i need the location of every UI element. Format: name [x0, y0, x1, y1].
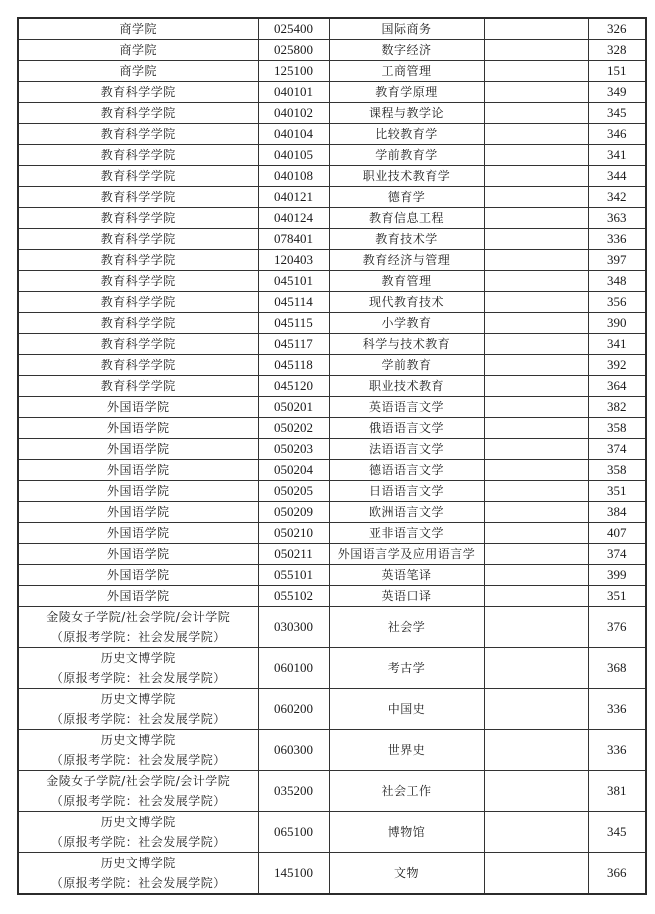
college-cell [18, 166, 258, 187]
blank-cell [484, 124, 588, 145]
table-row [18, 187, 646, 208]
score-cell: 392 [588, 355, 646, 376]
blank-cell [484, 145, 588, 166]
blank-cell [484, 187, 588, 208]
college-name: 教育科学学院 [100, 85, 176, 99]
major-code-cell: 125100 [258, 61, 329, 82]
college-cell [18, 334, 258, 355]
major-name-cell: 日语语言文学 [329, 481, 484, 502]
blank-cell [484, 292, 588, 313]
college-cell [18, 82, 258, 103]
college-name: 教育科学学院 [100, 295, 176, 309]
score-cell: 341 [588, 334, 646, 355]
table-row [18, 103, 646, 124]
table-row [18, 607, 646, 648]
major-code-cell: 045120 [258, 376, 329, 397]
major-code-cell: 025400 [258, 18, 329, 40]
major-name-cell: 俄语语言文学 [329, 418, 484, 439]
table-body [18, 18, 646, 894]
major-name-cell: 教育经济与管理 [329, 250, 484, 271]
table-row [18, 523, 646, 544]
blank-cell [484, 544, 588, 565]
table-row [18, 544, 646, 565]
major-code-cell: 040105 [258, 145, 329, 166]
college-cell [18, 61, 258, 82]
college-cell [18, 145, 258, 166]
college-cell [18, 439, 258, 460]
major-code-cell: 045101 [258, 271, 329, 292]
major-name-cell: 职业技术教育 [329, 376, 484, 397]
college-name: 外国语学院 [106, 505, 170, 519]
table-row [18, 313, 646, 334]
college-name: 外国语学院 [106, 568, 170, 582]
college-name: 外国语学院 [106, 547, 170, 561]
blank-cell [484, 481, 588, 502]
major-code-cell: 050209 [258, 502, 329, 523]
college-note: （原报考学院：社会发展学院） [50, 671, 226, 685]
major-name-cell: 小学教育 [329, 313, 484, 334]
college-cell [18, 853, 258, 895]
score-cell: 390 [588, 313, 646, 334]
college-cell [18, 481, 258, 502]
college-cell [18, 40, 258, 61]
table-row [18, 771, 646, 812]
college-name: 外国语学院 [106, 442, 170, 456]
college-cell [18, 544, 258, 565]
score-cell: 342 [588, 187, 646, 208]
college-cell [18, 124, 258, 145]
table-row [18, 166, 646, 187]
score-cell: 364 [588, 376, 646, 397]
college-cell [18, 376, 258, 397]
blank-cell [484, 853, 588, 895]
college-name: 外国语学院 [106, 421, 170, 435]
major-code-cell: 040104 [258, 124, 329, 145]
college-name: 教育科学学院 [100, 316, 176, 330]
major-code-cell: 060300 [258, 730, 329, 771]
college-cell [18, 418, 258, 439]
table-row [18, 730, 646, 771]
major-code-cell: 050201 [258, 397, 329, 418]
major-code-cell: 055102 [258, 586, 329, 607]
major-code-cell: 045117 [258, 334, 329, 355]
major-code-cell: 045114 [258, 292, 329, 313]
major-code-cell: 050211 [258, 544, 329, 565]
blank-cell [484, 166, 588, 187]
blank-cell [484, 439, 588, 460]
table-row [18, 853, 646, 895]
major-code-cell: 035200 [258, 771, 329, 812]
score-table [17, 17, 647, 895]
major-code-cell: 045118 [258, 355, 329, 376]
major-name-cell: 世界史 [329, 730, 484, 771]
table-row [18, 334, 646, 355]
college-name: 商学院 [119, 43, 157, 57]
major-name-cell: 教育学原理 [329, 82, 484, 103]
major-code-cell: 050205 [258, 481, 329, 502]
score-cell: 384 [588, 502, 646, 523]
college-name: 历史文博学院 [100, 692, 176, 706]
major-name-cell: 文物 [329, 853, 484, 895]
blank-cell [484, 771, 588, 812]
table-row [18, 355, 646, 376]
major-code-cell: 050202 [258, 418, 329, 439]
college-cell [18, 208, 258, 229]
college-note: （原报考学院：社会发展学院） [50, 876, 226, 890]
score-cell: 381 [588, 771, 646, 812]
major-name-cell: 工商管理 [329, 61, 484, 82]
table-row [18, 502, 646, 523]
college-name: 外国语学院 [106, 463, 170, 477]
score-cell: 341 [588, 145, 646, 166]
major-name-cell: 比较教育学 [329, 124, 484, 145]
table-row [18, 418, 646, 439]
score-cell: 336 [588, 730, 646, 771]
major-name-cell: 教育技术学 [329, 229, 484, 250]
major-name-cell: 现代教育技术 [329, 292, 484, 313]
major-code-cell: 120403 [258, 250, 329, 271]
college-cell [18, 187, 258, 208]
major-name-cell: 欧洲语言文学 [329, 502, 484, 523]
score-cell: 336 [588, 229, 646, 250]
major-name-cell: 德育学 [329, 187, 484, 208]
major-code-cell: 040124 [258, 208, 329, 229]
college-name: 教育科学学院 [100, 169, 176, 183]
major-name-cell: 中国史 [329, 689, 484, 730]
major-name-cell: 科学与技术教育 [329, 334, 484, 355]
blank-cell [484, 397, 588, 418]
major-name-cell: 课程与教学论 [329, 103, 484, 124]
major-code-cell: 050203 [258, 439, 329, 460]
major-code-cell: 040101 [258, 82, 329, 103]
college-name: 金陵女子学院/社会学院/会计学院 [46, 774, 231, 788]
blank-cell [484, 460, 588, 481]
blank-cell [484, 250, 588, 271]
score-cell: 366 [588, 853, 646, 895]
score-cell: 399 [588, 565, 646, 586]
blank-cell [484, 82, 588, 103]
major-name-cell: 博物馆 [329, 812, 484, 853]
major-name-cell: 法语语言文学 [329, 439, 484, 460]
major-name-cell: 学前教育学 [329, 145, 484, 166]
college-cell [18, 271, 258, 292]
blank-cell [484, 418, 588, 439]
blank-cell [484, 607, 588, 648]
college-cell [18, 355, 258, 376]
college-name: 教育科学学院 [100, 337, 176, 351]
table-row [18, 292, 646, 313]
score-cell: 363 [588, 208, 646, 229]
table-row [18, 689, 646, 730]
college-note: （原报考学院：社会发展学院） [50, 753, 226, 767]
blank-cell [484, 229, 588, 250]
blank-cell [484, 376, 588, 397]
major-code-cell: 078401 [258, 229, 329, 250]
major-name-cell: 国际商务 [329, 18, 484, 40]
score-cell: 345 [588, 103, 646, 124]
major-name-cell: 社会学 [329, 607, 484, 648]
college-cell [18, 229, 258, 250]
score-cell: 336 [588, 689, 646, 730]
table-row [18, 648, 646, 689]
college-cell [18, 812, 258, 853]
table-row [18, 481, 646, 502]
score-cell: 374 [588, 544, 646, 565]
table-row [18, 82, 646, 103]
table-row [18, 397, 646, 418]
major-code-cell: 045115 [258, 313, 329, 334]
major-name-cell: 教育管理 [329, 271, 484, 292]
blank-cell [484, 313, 588, 334]
score-cell: 368 [588, 648, 646, 689]
score-cell: 397 [588, 250, 646, 271]
table-row [18, 271, 646, 292]
major-code-cell: 040108 [258, 166, 329, 187]
table-row [18, 812, 646, 853]
college-name: 历史文博学院 [100, 815, 176, 829]
score-cell: 374 [588, 439, 646, 460]
college-cell [18, 502, 258, 523]
blank-cell [484, 523, 588, 544]
table-row [18, 229, 646, 250]
table-row [18, 18, 646, 40]
major-code-cell: 050210 [258, 523, 329, 544]
college-name: 教育科学学院 [100, 379, 176, 393]
table-row [18, 61, 646, 82]
college-cell [18, 250, 258, 271]
blank-cell [484, 61, 588, 82]
college-cell [18, 313, 258, 334]
college-note: （原报考学院：社会发展学院） [50, 712, 226, 726]
score-cell: 358 [588, 460, 646, 481]
score-cell: 358 [588, 418, 646, 439]
college-cell [18, 771, 258, 812]
college-note: （原报考学院：社会发展学院） [50, 630, 226, 644]
blank-cell [484, 730, 588, 771]
college-cell [18, 586, 258, 607]
college-cell [18, 689, 258, 730]
college-name: 教育科学学院 [100, 358, 176, 372]
score-cell: 349 [588, 82, 646, 103]
college-name: 教育科学学院 [100, 148, 176, 162]
table-row [18, 124, 646, 145]
table-row [18, 145, 646, 166]
college-cell [18, 103, 258, 124]
score-cell: 328 [588, 40, 646, 61]
major-name-cell: 数字经济 [329, 40, 484, 61]
table-row [18, 586, 646, 607]
major-name-cell: 职业技术教育学 [329, 166, 484, 187]
score-cell: 376 [588, 607, 646, 648]
major-code-cell: 055101 [258, 565, 329, 586]
score-cell: 326 [588, 18, 646, 40]
blank-cell [484, 208, 588, 229]
college-name: 教育科学学院 [100, 190, 176, 204]
score-cell: 407 [588, 523, 646, 544]
college-name: 外国语学院 [106, 484, 170, 498]
blank-cell [484, 648, 588, 689]
college-cell [18, 730, 258, 771]
college-name: 商学院 [119, 22, 157, 36]
college-cell [18, 460, 258, 481]
major-name-cell: 教育信息工程 [329, 208, 484, 229]
table-row [18, 565, 646, 586]
score-cell: 351 [588, 481, 646, 502]
college-name: 教育科学学院 [100, 211, 176, 225]
major-name-cell: 学前教育 [329, 355, 484, 376]
score-cell: 351 [588, 586, 646, 607]
score-cell: 345 [588, 812, 646, 853]
score-cell: 356 [588, 292, 646, 313]
college-cell [18, 18, 258, 40]
major-name-cell: 考古学 [329, 648, 484, 689]
college-cell [18, 292, 258, 313]
college-name: 教育科学学院 [100, 253, 176, 267]
college-cell [18, 607, 258, 648]
college-name: 历史文博学院 [100, 651, 176, 665]
college-name: 历史文博学院 [100, 856, 176, 870]
major-code-cell: 040121 [258, 187, 329, 208]
college-name: 外国语学院 [106, 400, 170, 414]
college-name: 教育科学学院 [100, 232, 176, 246]
major-name-cell: 英语语言文学 [329, 397, 484, 418]
score-cell: 346 [588, 124, 646, 145]
major-name-cell: 英语笔译 [329, 565, 484, 586]
major-name-cell: 英语口译 [329, 586, 484, 607]
college-note: （原报考学院：社会发展学院） [50, 835, 226, 849]
table-row [18, 40, 646, 61]
score-cell: 151 [588, 61, 646, 82]
college-note: （原报考学院：社会发展学院） [50, 794, 226, 808]
blank-cell [484, 502, 588, 523]
blank-cell [484, 586, 588, 607]
major-code-cell: 065100 [258, 812, 329, 853]
blank-cell [484, 565, 588, 586]
major-code-cell: 060100 [258, 648, 329, 689]
table-row [18, 439, 646, 460]
college-name: 历史文博学院 [100, 733, 176, 747]
blank-cell [484, 812, 588, 853]
blank-cell [484, 18, 588, 40]
major-code-cell: 060200 [258, 689, 329, 730]
score-cell: 344 [588, 166, 646, 187]
major-code-cell: 050204 [258, 460, 329, 481]
college-name: 教育科学学院 [100, 106, 176, 120]
score-cell: 382 [588, 397, 646, 418]
table-row [18, 376, 646, 397]
blank-cell [484, 689, 588, 730]
blank-cell [484, 103, 588, 124]
major-code-cell: 145100 [258, 853, 329, 895]
college-name: 外国语学院 [106, 589, 170, 603]
major-code-cell: 025800 [258, 40, 329, 61]
major-name-cell: 亚非语言文学 [329, 523, 484, 544]
major-name-cell: 社会工作 [329, 771, 484, 812]
college-cell [18, 648, 258, 689]
table-row [18, 208, 646, 229]
table-row [18, 250, 646, 271]
major-name-cell: 外国语言学及应用语言学 [329, 544, 484, 565]
score-cell: 348 [588, 271, 646, 292]
college-cell [18, 565, 258, 586]
major-code-cell: 040102 [258, 103, 329, 124]
blank-cell [484, 40, 588, 61]
college-name: 教育科学学院 [100, 274, 176, 288]
blank-cell [484, 334, 588, 355]
college-name: 商学院 [119, 64, 157, 78]
college-cell [18, 523, 258, 544]
blank-cell [484, 271, 588, 292]
college-name: 外国语学院 [106, 526, 170, 540]
college-name: 教育科学学院 [100, 127, 176, 141]
blank-cell [484, 355, 588, 376]
major-name-cell: 德语语言文学 [329, 460, 484, 481]
college-cell [18, 397, 258, 418]
college-name: 金陵女子学院/社会学院/会计学院 [46, 610, 231, 624]
table-row [18, 460, 646, 481]
major-code-cell: 030300 [258, 607, 329, 648]
